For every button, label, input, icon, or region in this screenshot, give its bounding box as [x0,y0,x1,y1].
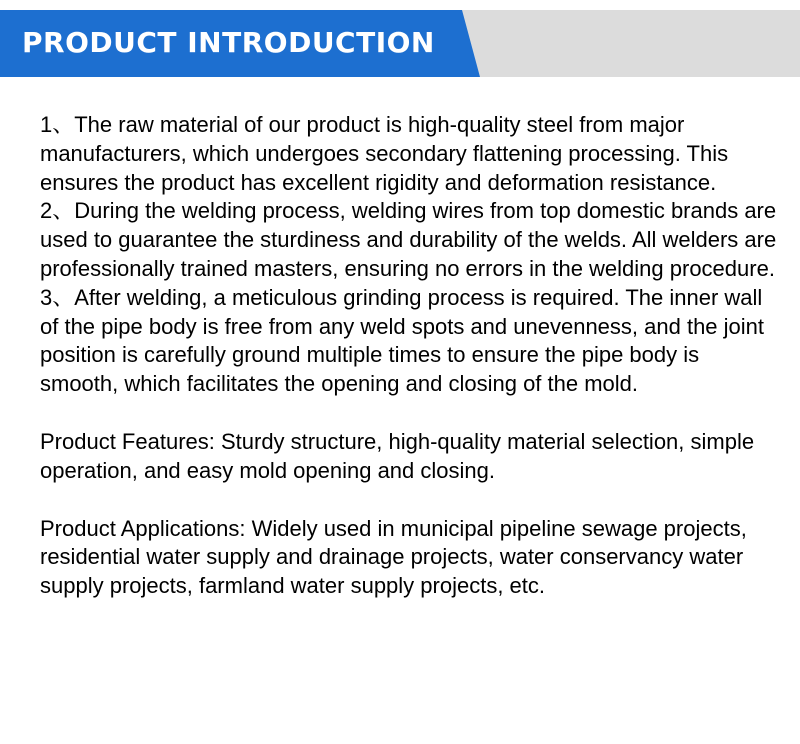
list-item: 3、After welding, a meticulous grinding process is required. The inner wall of the pipe body is free from any weld spots and unevenness, and the joint position is carefully ground multiple times to ensure the pipe body is smooth, which facilitates the opening and closing of the mold. [40,284,765,397]
spacer [40,399,780,428]
product-features: Product Features: Sturdy structure, high-quality material selection, simple operation, and easy mold opening and closing. [40,428,755,483]
spacer [40,486,780,515]
page-title: PRODUCT INTRODUCTION [22,26,435,59]
list-item: 1、The raw material of our product is high-quality steel from major manufacturers, which undergoes secondary flattening processing. This ensures the product has excellent rigidity and deformation resistance. [40,112,729,195]
header-banner [0,10,800,77]
product-applications: Product Applications: Widely used in municipal pipeline sewage projects, residential water supply and drainage projects, water conservancy water supply projects, farmland water supply projects, etc. [40,515,747,599]
product-description [40,111,780,601]
list-item: 2、During the welding process, welding wires from top domestic brands are used to guarantee the sturdiness and durability of the welds. All welders are professionally trained masters, ensuring no errors in the welding procedure. [40,198,777,281]
